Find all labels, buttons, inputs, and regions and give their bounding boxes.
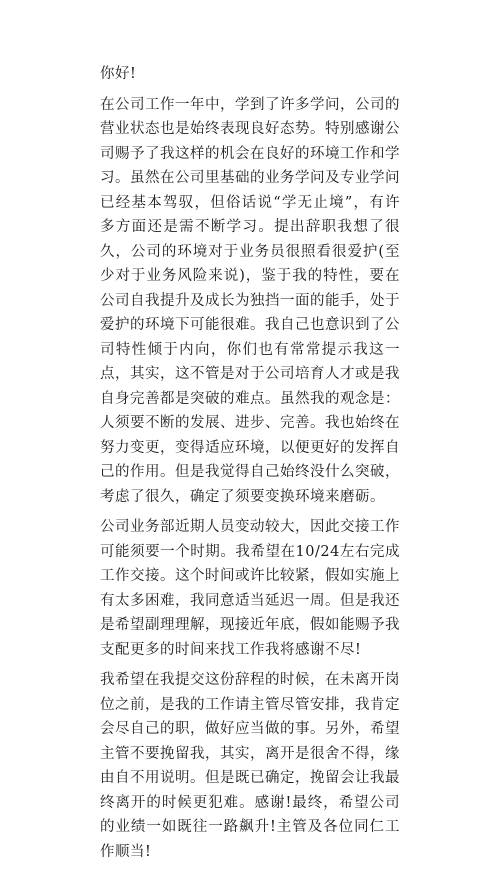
letter-paragraph-3: 我希望在我提交这份辞程的时候，在未离开岗位之前，是我的工作请主管尽管安排，我肯定会尽自己的职，做好应当做的事。另外，希望主管不要挽留我，其实，离开是很舍不得，缘由自不用说明。但是既已确定，挽留会让我最终离开的时候更犯难。感谢!最终，希望公司的业绩一如既往一路飙升!主管及各位同仁工作顺当! <box>100 672 400 860</box>
letter-paragraph-2: 公司业务部近期人员变动较大，因此交接工作可能须要一个时期。我希望在10/24左右完成工作交接。这个时间或许比较紧，假如实施上有太多困难，我同意适当延迟一周。但是我还是希望副理理解，现接近年底，假如能赐予我支配更多的时间来找工作我将感谢不尽! <box>100 519 400 658</box>
letter-greeting: 你好! <box>100 66 137 82</box>
letter-paragraph-1: 在公司工作一年中，学到了许多学问，公司的营业状态也是始终表现良好态势。特别感谢公司赐予了我这样的机会在良好的环境工作和学习。虽然在公司里基础的业务学问及专业学问已经基本驾驭，但俗话说“学无止境”，有许多方面还是需不断学习。提出辞职我想了很久，公司的环境对于业务员很照看很爱护(至少对于业务风险来说)，鉴于我的特性，要在公司自我提升及成长为独挡一面的能手，处于爱护的环境下可能很难。我自己也意识到了公司特性倾于内向，你们也有常常提示我这一点，其实，这不管是对于公司培育人才或是我自身完善都是突破的难点。虽然我的观念是：人须要不断的发展、进步、完善。我也始终在努力变更，变得适应环境，以便更好的发挥自己的作用。但是我觉得自己始终没什么突破，考虑了很久，确定了须要变换环境来磨砺。 <box>100 96 400 505</box>
letter-body <box>100 62 400 870</box>
